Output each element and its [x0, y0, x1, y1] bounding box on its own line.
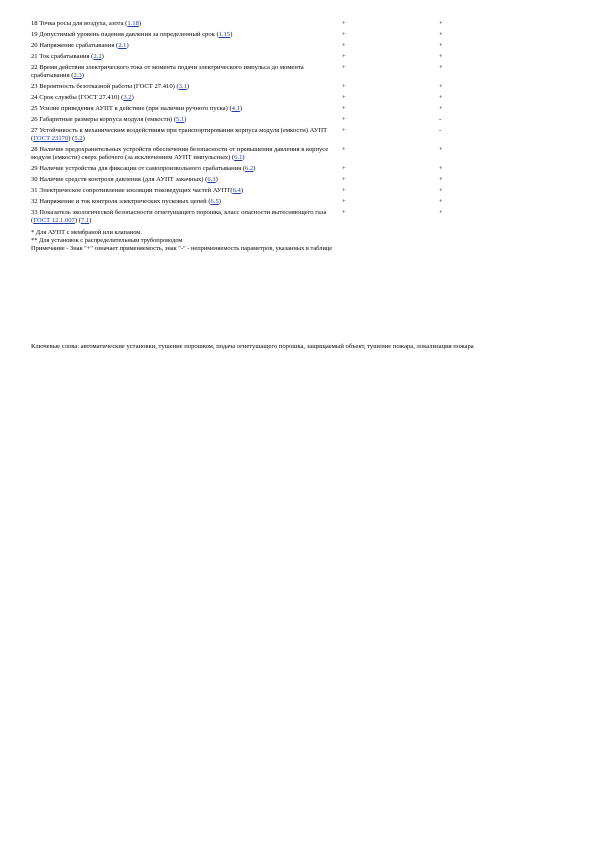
- parameter-text: 25 Усилие приведения АУПТ в действие (при наличии ручного пуска) (: [31, 104, 232, 112]
- applicability-mark-col2: +: [439, 93, 443, 101]
- parameter-text: 29 Наличие устройства для фиксации от самопроизвольного срабатывания (: [31, 164, 246, 172]
- closing-paren: ): [218, 197, 221, 205]
- parameter-cell: [31, 207, 342, 226]
- table-note: Примечание - Знак "+" означает применяемость, знак "-" - неприменяемость параметров, указанных в таблице: [31, 245, 333, 253]
- section-reference-link[interactable]: 7.1: [80, 216, 90, 224]
- section-reference-link[interactable]: 6.2: [245, 164, 254, 172]
- closing-paren: ): [239, 104, 243, 112]
- parameter-text: 33 Показатель экологической безопасности огнетушащего порошка, класс опасности вытесняющего газа (: [31, 208, 327, 224]
- applicability-mark-col2: -: [439, 115, 442, 123]
- applicability-mark-col2: +: [439, 30, 443, 38]
- parameter-text: 18 Точка росы для воздуха, азота (: [31, 19, 128, 27]
- closing-paren: ): [184, 115, 187, 123]
- footnote-pipeline: ** Для установок с распределительным трубопроводом: [31, 237, 183, 245]
- table-row: [31, 174, 565, 185]
- table-row: [31, 51, 565, 62]
- applicability-mark-col1: +: [342, 41, 346, 49]
- applicability-mark-col2: +: [439, 175, 443, 183]
- applicability-mark-col1: +: [342, 197, 346, 205]
- table-row: [31, 144, 565, 163]
- table-row: [31, 125, 565, 144]
- applicability-mark-col1: +: [342, 30, 346, 38]
- parameter-text: 28 Наличие предохранительных устройств обеспечения безопасности от превышения давления в корпусе модуля (емкости) сверх рабочего (за исключением АУПТ импульсных) (: [31, 145, 329, 161]
- parameter-cell: [31, 114, 342, 125]
- table-row: [31, 40, 565, 51]
- table-row: [31, 196, 565, 207]
- parameter-text: 23 Вероятность безотказной работы (ГОСТ 27.410) (: [31, 82, 179, 90]
- closing-paren: ): [186, 82, 190, 90]
- section-reference-link[interactable]: 1.15: [218, 30, 231, 38]
- closing-paren: ): [81, 71, 84, 79]
- parameter-text: 32 Напряжение и ток контроля электрических пусковых цепей (: [31, 197, 211, 205]
- section-reference-link[interactable]: 5.2: [74, 134, 83, 142]
- parameter-text: 24 Срок службы (ГОСТ 27.410) (: [31, 93, 124, 101]
- applicability-mark-col1: +: [342, 175, 346, 183]
- applicability-mark-col1: +: [342, 208, 346, 216]
- section-reference-link[interactable]: 5.1: [176, 115, 185, 123]
- parameter-cell: [31, 81, 342, 92]
- closing-paren: ): [89, 216, 92, 224]
- requirements-table: [31, 18, 565, 226]
- applicability-mark-col1: +: [342, 145, 346, 153]
- parameter-cell: [31, 196, 342, 207]
- parameter-cell: [31, 62, 342, 81]
- closing-paren: ): [138, 19, 142, 27]
- requirements-page: [31, 18, 565, 254]
- section-reference-link[interactable]: 3.1: [178, 82, 187, 90]
- applicability-mark-col1: +: [342, 186, 346, 194]
- parameter-text: 19 Допустимый уровень падения давления за определенный срок (: [31, 30, 219, 38]
- section-reference-link[interactable]: 4.1: [231, 104, 240, 112]
- parameter-text: 20 Напряжение срабатывания (: [31, 41, 119, 49]
- applicability-mark-col1: +: [342, 63, 346, 71]
- parameter-text: 30 Наличие средств контроля давления (для АУПТ закачных) (: [31, 175, 208, 183]
- section-reference-link[interactable]: 1.18: [127, 19, 139, 27]
- applicability-mark-col1: +: [342, 19, 346, 27]
- table-row: [31, 29, 565, 40]
- section-reference-link[interactable]: ГОСТ 23170: [33, 134, 69, 142]
- applicability-mark-col2: +: [439, 82, 443, 90]
- closing-paren: ): [126, 41, 129, 49]
- closing-paren: ): [240, 186, 244, 194]
- section-reference-link[interactable]: 2.3: [73, 71, 82, 79]
- closing-paren: ): [215, 175, 218, 183]
- applicability-mark-col1: +: [342, 93, 346, 101]
- applicability-mark-col1: +: [342, 104, 346, 112]
- parameter-cell: [31, 163, 342, 174]
- closing-paren: ): [82, 134, 85, 142]
- table-row: [31, 163, 565, 174]
- table-row: [31, 114, 565, 125]
- parameter-cell: [31, 92, 342, 103]
- reference-separator: ) (: [68, 134, 75, 142]
- applicability-mark-col2: +: [439, 63, 443, 71]
- applicability-mark-col2: +: [439, 197, 443, 205]
- applicability-mark-col1: +: [342, 164, 346, 172]
- section-reference-link[interactable]: 6.5: [210, 197, 219, 205]
- section-reference-link[interactable]: 2.2: [93, 52, 102, 60]
- applicability-mark-col2: +: [439, 41, 443, 49]
- parameter-cell: [31, 125, 342, 144]
- closing-paren: ): [230, 30, 233, 38]
- parameter-cell: [31, 18, 342, 29]
- parameter-cell: [31, 174, 342, 185]
- keywords: Ключевые слова: автоматические установки, тушение порошком, подача огнетушащего порошка, защищаемый объект, тушение пожара, локализация пожара: [31, 343, 474, 350]
- parameter-text: 27 Устойчивость к механическим воздействиям при транспортировании корпуса модуля (емкости) АУПТ (: [31, 126, 328, 142]
- section-reference-link[interactable]: ГОСТ 12.1.007: [33, 216, 75, 224]
- parameter-cell: [31, 51, 342, 62]
- reference-separator: ) (: [74, 216, 81, 224]
- closing-paren: ): [101, 52, 104, 60]
- closing-paren: ): [253, 164, 256, 172]
- section-reference-link[interactable]: 6.4: [232, 186, 241, 194]
- parameter-cell: [31, 185, 342, 196]
- parameter-text: 26 Габаритные размеры корпуса модуля (емкости) (: [31, 115, 177, 123]
- parameter-cell: [31, 40, 342, 51]
- table-row: [31, 18, 565, 29]
- applicability-mark-col2: +: [439, 104, 443, 112]
- footnote-membrane: * Для АУПТ с мембраной или клапаном.: [31, 229, 142, 236]
- applicability-mark-col1: +: [342, 126, 346, 134]
- section-reference-link[interactable]: 3.2: [123, 93, 132, 101]
- table-row: [31, 92, 565, 103]
- applicability-mark-col1: +: [342, 82, 346, 90]
- section-reference-link[interactable]: 6.1: [234, 153, 243, 161]
- closing-paren: ): [242, 153, 245, 161]
- applicability-mark-col2: -: [439, 126, 442, 134]
- applicability-mark-col2: +: [439, 145, 443, 153]
- applicability-mark-col2: +: [439, 19, 443, 27]
- table-row: [31, 81, 565, 92]
- parameter-text: 31 Электрическое сопротивление изоляции токоведущих частей АУПТ(: [31, 186, 233, 194]
- applicability-mark-col1: +: [342, 115, 346, 123]
- applicability-mark-col2: +: [439, 52, 443, 60]
- requirements-table-body: [31, 18, 565, 226]
- table-row: [31, 103, 565, 114]
- table-row: [31, 185, 565, 196]
- parameter-cell: [31, 29, 342, 40]
- parameter-text: 21 Ток срабатывания (: [31, 52, 94, 60]
- applicability-mark-col2: +: [439, 208, 443, 216]
- closing-paren: ): [131, 93, 134, 101]
- parameter-cell: [31, 144, 342, 163]
- notes-block: [31, 229, 565, 254]
- parameter-text: 22 Время действия электрического тока от момента подачи электрического импульса до момента срабатывания (: [31, 63, 304, 79]
- table-row: [31, 62, 565, 81]
- applicability-mark-col2: +: [439, 164, 443, 172]
- applicability-mark-col2: +: [439, 186, 443, 194]
- section-reference-link[interactable]: 2.1: [118, 41, 127, 49]
- parameter-cell: [31, 103, 342, 114]
- table-row: [31, 207, 565, 226]
- applicability-mark-col1: +: [342, 52, 346, 60]
- section-reference-link[interactable]: 6.3: [207, 175, 216, 183]
